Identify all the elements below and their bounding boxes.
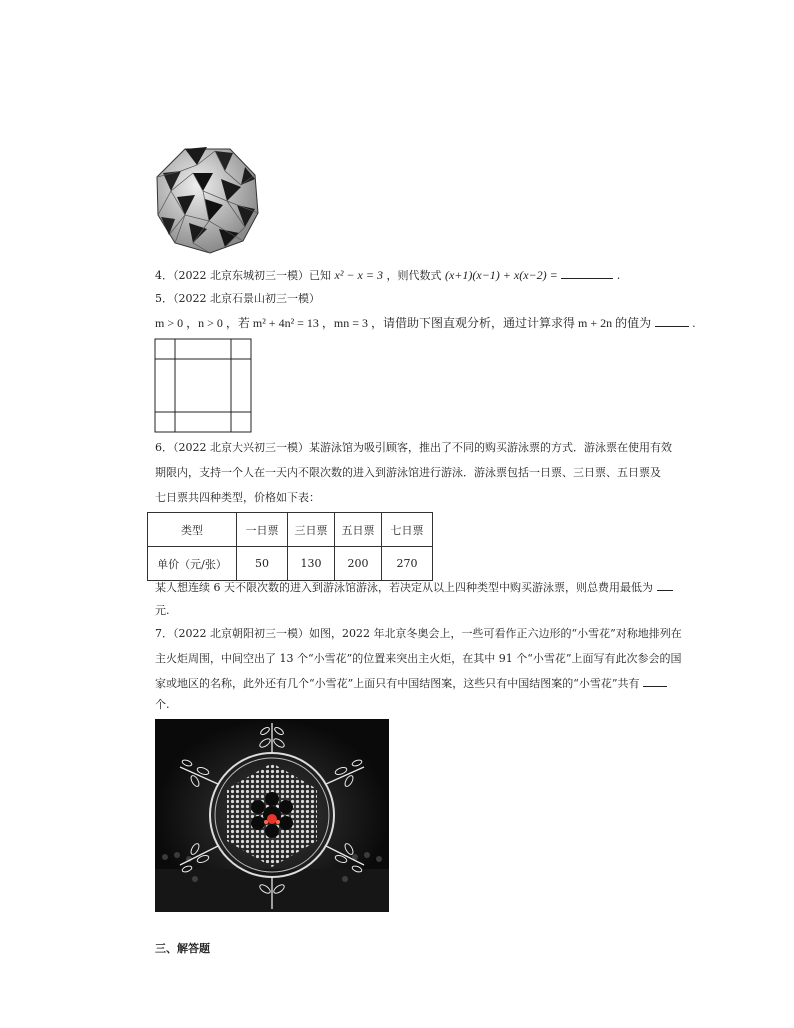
q4-answer-blank[interactable]: [561, 277, 613, 279]
q5-tail: .: [692, 317, 696, 330]
q6-answer-blank[interactable]: [657, 589, 673, 591]
table-cell: 130: [288, 547, 335, 581]
table-row: [148, 547, 433, 581]
polyhedron-figure: [155, 143, 260, 255]
q4-condition: x² − x = 3: [334, 268, 383, 282]
snowflake-torch-photo: [155, 719, 389, 912]
q7-answer-blank[interactable]: [643, 685, 667, 687]
q4-expression: (x+1)(x−1) + x(x−2) =: [444, 268, 558, 282]
price-table: [147, 512, 433, 581]
q6-after-text: 某人想连续 6 天不限次数的进入到游泳馆游泳，若决定从以上四种类型中购买游泳票，则总费用最低为: [155, 581, 653, 594]
q6-after-1: [155, 580, 673, 596]
q7-line-3: [155, 676, 667, 692]
question-4: [155, 267, 620, 284]
q5-source: 5．（2022 北京石景山初三一模）: [155, 292, 320, 305]
q6-line-1: 6．（2022 北京大兴初三一模）某游泳馆为吸引顾客，推出了不同的购买游泳票的方式．游泳票在使用有效: [155, 441, 672, 454]
q6-after-2: 元.: [155, 604, 170, 617]
q6-line-3: 七日票共四种类型，价格如下表：: [155, 491, 320, 504]
q4-source: 4．（2022 北京东城初三一模）已知: [155, 269, 331, 282]
q7-line-2: 主火炬周围，中间空出了 13 个“小雪花”的位置来突出主火炬，在其中 91 个“小雪花”上面写有此次参会的国: [155, 652, 682, 665]
q4-tail: .: [616, 269, 621, 282]
table-header-cell: 一日票: [237, 513, 288, 547]
q5-answer-blank[interactable]: [655, 325, 689, 327]
section-title: 三、解答题: [155, 942, 210, 955]
q7-line-3-text: 家或地区的名称，此外还有几个“小雪花”上面只有中国结图案，这些只有中国结图案的“小雪花”共有: [155, 677, 640, 690]
q7-line-1: 7．（2022 北京朝阳初三一模）如图，2022 年北京冬奥会上，一些可看作正六边形的“小雪花”对称地排列在: [155, 627, 682, 640]
table-cell: 50: [237, 547, 288, 581]
q6-line-2: 期限内，支持一个人在一天内不限次数的进入到游泳馆进行游泳．游泳票包括一日票、三日票、五日票及: [155, 466, 661, 479]
table-header-cell: 三日票: [288, 513, 335, 547]
q5-square-figure: [154, 338, 252, 433]
table-header-cell: 类型: [148, 513, 237, 547]
q7-line-4: 个.: [155, 698, 170, 711]
q4-middle: ，则代数式: [386, 269, 442, 282]
q5-text: m > 0 ，n > 0 ，若 m² + 4n² = 13 ，mn = 3 ，请借助下图直观分析，通过计算求得 m + 2n 的值为: [155, 316, 652, 330]
table-cell: 200: [335, 547, 382, 581]
table-header-cell: 五日票: [335, 513, 382, 547]
table-cell: 单价（元/张）: [148, 547, 237, 581]
question-5-text: [155, 315, 696, 332]
table-cell: 270: [382, 547, 433, 581]
table-header-cell: 七日票: [382, 513, 433, 547]
table-header-row: [148, 513, 433, 547]
